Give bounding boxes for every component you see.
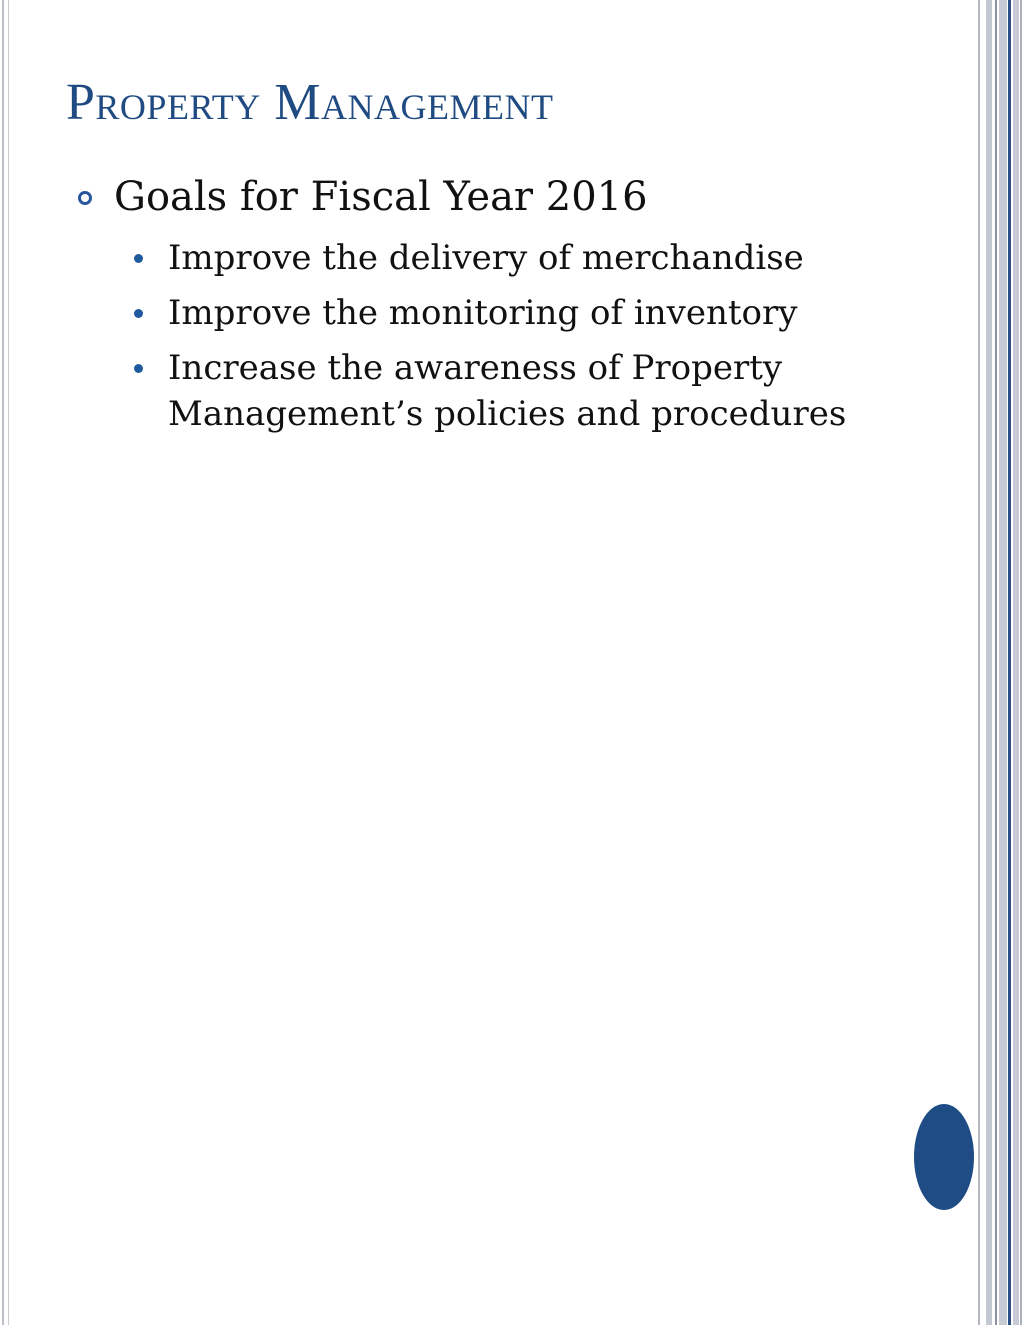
sub-bullet-item xyxy=(70,290,950,336)
dot-bullet-icon xyxy=(134,254,143,263)
decorative-oval xyxy=(914,1104,974,1210)
sub-bullet-item xyxy=(70,345,950,437)
right-border-stripe xyxy=(1020,0,1022,1325)
sub-bullet-list xyxy=(70,235,950,437)
sub-bullet-text: Improve the delivery of merchandise xyxy=(168,238,804,278)
bullet-level-1 xyxy=(70,168,950,226)
left-border-line xyxy=(8,0,9,1325)
right-border-stripe xyxy=(986,0,992,1325)
sub-bullet-item xyxy=(70,235,950,281)
right-border-stripe xyxy=(1013,0,1019,1325)
left-border-line xyxy=(2,0,4,1325)
ring-bullet-icon xyxy=(78,191,92,205)
sub-bullet-text: Increase the awareness of Property Management’s policies and procedures xyxy=(168,348,847,434)
slide-content xyxy=(70,168,950,437)
right-border-stripe xyxy=(1008,0,1011,1325)
right-border-stripe xyxy=(978,0,980,1325)
bullet-text: Goals for Fiscal Year 2016 xyxy=(114,174,648,220)
dot-bullet-icon xyxy=(134,309,143,318)
right-border-stripe xyxy=(999,0,1007,1325)
slide-title: Property Management xyxy=(66,74,554,131)
right-border-stripe xyxy=(995,0,997,1325)
dot-bullet-icon xyxy=(134,364,143,373)
sub-bullet-text: Improve the monitoring of inventory xyxy=(168,293,798,333)
